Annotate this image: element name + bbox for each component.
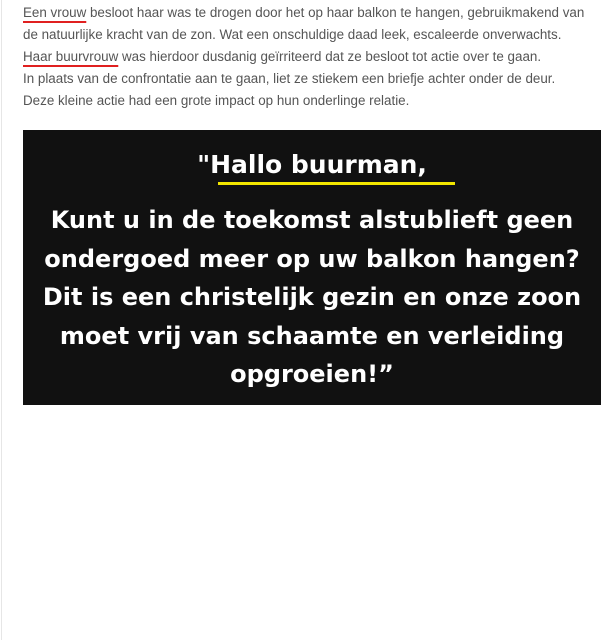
article-line xyxy=(23,68,613,90)
quote-line: Dit is een christelijk gezin en onze zoon xyxy=(42,283,582,311)
quote-line: ondergoed meer op uw balkon hangen? xyxy=(44,244,580,273)
line-text: In plaats van de confrontatie aan te gaan, liet ze stiekem een briefje achter onder de deur. xyxy=(23,71,556,86)
line-text: besloot haar was te drogen door het op haar balkon te hangen, gebruikmakend van xyxy=(86,5,585,20)
line-text: Deze kleine actie had een grote impact op hun onderlinge relatie. xyxy=(23,93,410,108)
article-line xyxy=(23,46,613,68)
article-line xyxy=(23,90,613,112)
highlighted-phrase: Haar buurvrouw xyxy=(23,49,119,64)
article-paragraph xyxy=(23,0,613,112)
quote-line: moet vrij van schaamte en verleiding xyxy=(59,321,565,350)
line-text: de natuurlijke kracht van de zon. Wat een onschuldige daad leek, escaleerde onverwachts. xyxy=(23,27,562,42)
highlighted-phrase: Een vrouw xyxy=(23,5,87,20)
quote-image xyxy=(23,130,601,405)
greeting-underline xyxy=(218,182,455,185)
article-text xyxy=(23,0,613,112)
article-line xyxy=(23,24,613,46)
article-line xyxy=(23,2,613,24)
line-text: was hierdoor dusdanig geïrriteerd dat ze besloot tot actie over te gaan. xyxy=(118,49,542,64)
quote-line: opgroeien!” xyxy=(230,360,394,388)
quote-greeting: "Hallo buurman, xyxy=(197,150,427,179)
quote-body xyxy=(33,201,591,394)
quote-line: Kunt u in de toekomst alstublieft geen xyxy=(50,206,574,234)
page-left-border xyxy=(1,0,2,640)
